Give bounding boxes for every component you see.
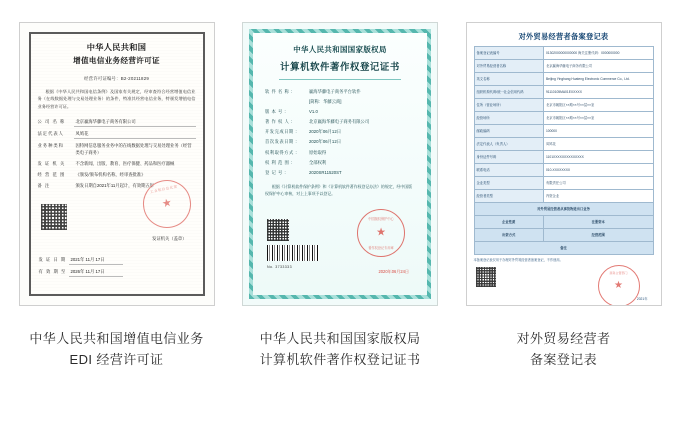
table-row xyxy=(474,177,653,190)
table-row xyxy=(474,203,653,216)
row-label: 联系电话 xyxy=(474,164,543,177)
field-value: 不含新闻、出版、教育、医疗保健、药品和医疗器械 xyxy=(75,160,175,166)
field-key: 经 营 范 围 xyxy=(37,171,66,177)
foreign-trade-table xyxy=(474,46,654,255)
issue-date-value: 2020年06月24日 xyxy=(378,269,409,274)
field-key: 备 注 xyxy=(37,182,51,188)
caption-line-2: 备案登记表 xyxy=(529,352,597,367)
certificate-number: No. 3733333 xyxy=(267,265,292,269)
field-key xyxy=(265,98,309,106)
certificate-image-foreign-trade-record xyxy=(466,22,662,306)
row-value: 内资企业 xyxy=(543,190,653,203)
row-value: 1101XXXXXXXXXXXXXX xyxy=(543,151,653,164)
field-key: 著 作 权 人 : xyxy=(265,119,293,125)
row-label: 经营者类型 xyxy=(474,190,543,203)
table-row xyxy=(474,190,653,203)
issuer-label: 发证机关（盖章） xyxy=(152,236,187,241)
row-value: 100000 xyxy=(543,125,653,138)
field-key: 权利取得方式 : xyxy=(265,149,298,155)
row-label: 住所（营业场所） xyxy=(474,99,543,112)
field-key: 登 记 号 : xyxy=(265,169,287,175)
certificate-image-software-copyright xyxy=(242,22,438,306)
barcode-icon xyxy=(267,245,319,261)
stamp-top-text: 中国版权保护中心 xyxy=(368,217,394,221)
list-item xyxy=(265,128,415,136)
field-key: 发 证 机 关 xyxy=(37,160,66,166)
field-value: 原始取得 xyxy=(309,149,327,155)
row-label: 身份证件号码 xyxy=(474,151,543,164)
table-row xyxy=(474,60,653,73)
field-key: 公 司 名 称 xyxy=(37,119,66,125)
row-value: 北京赢海华藤电子商务有限公司 xyxy=(543,60,653,73)
list-item xyxy=(38,118,196,127)
field-key: 业务种类和 xyxy=(37,143,64,149)
field-value: 2020年06月12日 xyxy=(309,129,342,135)
row-label: 英文名称 xyxy=(474,73,543,86)
list-item xyxy=(265,169,415,177)
list-item xyxy=(265,138,415,146)
certificate-caption-edi-license xyxy=(14,328,219,370)
list-item xyxy=(265,118,415,126)
edi-license-number: 经营许可证编号：B2-20211829 xyxy=(84,76,149,81)
list-item xyxy=(39,268,123,277)
field-key: 首次发表日期 : xyxy=(265,139,298,145)
field-value: 因特网信息服务业务中的在线数据处理与交易处理业务（经营类电子商务） xyxy=(75,143,192,156)
certificate-card-foreign-trade-record xyxy=(461,22,666,370)
table-row xyxy=(474,73,653,86)
stamp-text: 工业和信息化部 xyxy=(149,184,178,195)
row-label: 经营场所 xyxy=(474,112,543,125)
certificate-caption-foreign-trade-record xyxy=(461,328,666,370)
row-label: 组织机构代码/统一社会信用代码 xyxy=(474,86,543,99)
field-value: 北京赢海华藤电子商务有限公司 xyxy=(309,119,370,125)
list-item xyxy=(265,98,415,106)
official-seal-stamp xyxy=(357,209,405,257)
column-header: 出资方式 xyxy=(474,229,543,242)
table-row xyxy=(474,138,653,151)
expiry-date-label: 有 效 期 至 xyxy=(38,269,67,274)
field-value: 凤鸠花 xyxy=(74,130,196,139)
row-value: 有限责任公司 xyxy=(543,177,653,190)
caption-line-2: EDI 经营许可证 xyxy=(69,352,164,367)
field-value: 赢海华藤电子商务平台软件 xyxy=(309,89,361,94)
table-row xyxy=(474,216,653,229)
record-date: 2021年 xyxy=(636,297,648,301)
list-item xyxy=(38,160,196,168)
copyright-authority: 中华人民共和国国家版权局 xyxy=(293,45,387,54)
copyright-ornamental-border xyxy=(249,29,431,299)
star-icon: ★ xyxy=(160,196,173,211)
caption-line-2: 计算机软件著作权登记证书 xyxy=(259,352,421,367)
row-value: 北京市朝阳区××路××号××层××室 xyxy=(543,112,653,125)
row-label: 备案登记表编号 xyxy=(474,47,543,60)
column-header: 经营范围 xyxy=(543,229,653,242)
caption-line-1: 中华人民共和国国家版权局 xyxy=(259,331,421,346)
table-row xyxy=(474,112,653,125)
copyright-note: 根据《计算机软件保护条例》和《计算机软件著作权登记办法》的规定，经中国版权保护中心审核，对上上事项予以登记。 xyxy=(265,184,413,196)
field-value: 2020年06月12日 xyxy=(309,139,342,145)
edi-license-title-line1: 中华人民共和国 xyxy=(86,43,147,52)
caption-line-1: 中华人民共和国增值电信业务 xyxy=(29,331,204,346)
stamp-text: 商务主管部门 xyxy=(609,271,628,275)
foreign-trade-note: 本备案登记表仅用于办理对外贸易经营者备案登记，不作他用。 xyxy=(473,258,563,262)
row-value: 凤鸠花 xyxy=(543,138,653,151)
field-key: 软 件 名 称 : xyxy=(265,89,293,94)
row-label: 邮政编码 xyxy=(474,125,543,138)
row-value: Beijing Yinghang Huateng Electronic Commerce Co., Ltd. xyxy=(543,73,653,86)
table-row xyxy=(474,151,653,164)
certificate-image-edi-license xyxy=(19,22,215,306)
table-row xyxy=(474,125,653,138)
column-header: 备注 xyxy=(474,242,653,255)
edi-license-footer xyxy=(39,256,123,280)
table-row xyxy=(474,164,653,177)
list-item xyxy=(38,142,196,156)
field-value: 颁发日期自2021年11月起计，有效期五年 xyxy=(75,182,154,188)
star-icon: ★ xyxy=(614,280,623,291)
field-key: 权 利 范 围 : xyxy=(265,159,293,165)
list-item xyxy=(265,149,415,157)
foreign-trade-title: 对外贸易经营者备案登记表 xyxy=(518,32,609,41)
table-row xyxy=(474,86,653,99)
edi-license-field-list xyxy=(38,118,196,189)
stamp-bottom-text: 著作权登记专用章 xyxy=(368,246,394,250)
copyright-field-list xyxy=(262,88,418,176)
list-item xyxy=(265,108,415,116)
qr-code-icon xyxy=(267,219,289,241)
qr-code-icon xyxy=(41,204,67,230)
row-label: 法定代表人（负责人） xyxy=(474,138,543,151)
divider xyxy=(279,79,401,80)
edi-license-paragraph: 根据《中华人民共和国电信条例》及国家有关规定，经审查符合经营增值电信业务（在线数据处理与交易处理业务）的条件，特准其经营电信业务，特颁发增值电信业务经营许可证。 xyxy=(37,89,196,109)
row-value: 北京市朝阳区××路××号××层××室 xyxy=(543,99,653,112)
field-value: 北京赢海华藤电子商务有限公司 xyxy=(74,118,196,127)
field-key: 开发完成日期 : xyxy=(265,129,298,135)
foreign-trade-footer xyxy=(474,265,654,303)
edi-license-border xyxy=(29,32,205,296)
field-key: 版 本 号 : xyxy=(265,109,287,115)
table-row xyxy=(474,99,653,112)
official-seal-stamp xyxy=(598,265,640,306)
field-value: V1.0 xyxy=(309,109,318,115)
copyright-title: 计算机软件著作权登记证书 xyxy=(280,61,400,72)
table-row xyxy=(474,47,653,60)
field-key: 法定代表人 xyxy=(37,131,64,137)
list-item xyxy=(39,256,123,265)
table-row xyxy=(474,242,653,255)
qr-code-icon xyxy=(476,267,496,287)
row-value: 91110105MA01EXXXXX xyxy=(543,86,653,99)
row-value: 01302000000000000 海关注册代码：0000000000 xyxy=(543,47,653,60)
column-header: 企业性质 xyxy=(474,216,543,229)
certificate-caption-software-copyright xyxy=(238,328,443,370)
section-header: 对外贸易经营者从事货物进出口业务 xyxy=(474,203,653,216)
star-icon: ★ xyxy=(376,226,386,239)
field-value: 2020SR11520ST xyxy=(309,169,342,175)
row-label: 对外贸易经营者名称 xyxy=(474,60,543,73)
certificate-card-edi-license xyxy=(14,22,219,370)
issue-date-value: 2021年 11月 17日 xyxy=(69,256,123,265)
issue-date-label: 发 证 日 期 xyxy=(38,257,67,262)
list-item xyxy=(265,159,415,167)
certificate-card-software-copyright xyxy=(238,22,443,370)
field-value: 全部权利 xyxy=(309,159,327,165)
list-item xyxy=(265,88,415,96)
expiry-date-value: 2026年 11月 17日 xyxy=(69,268,123,277)
row-label: 企业类型 xyxy=(474,177,543,190)
edi-license-title-line2: 增值电信业务经营许可证 xyxy=(73,56,160,65)
caption-line-1: 对外贸易经营者 xyxy=(516,331,611,346)
field-value: [简称：华藤云商] xyxy=(309,99,342,105)
row-value: 010-XXXXXXXX xyxy=(543,164,653,177)
list-item xyxy=(38,171,196,179)
column-header: 注册资本 xyxy=(543,216,653,229)
field-value: 《颁发/颁布机构名称，经审查批准》 xyxy=(75,171,146,177)
list-item xyxy=(38,130,196,139)
table-row xyxy=(474,229,653,242)
